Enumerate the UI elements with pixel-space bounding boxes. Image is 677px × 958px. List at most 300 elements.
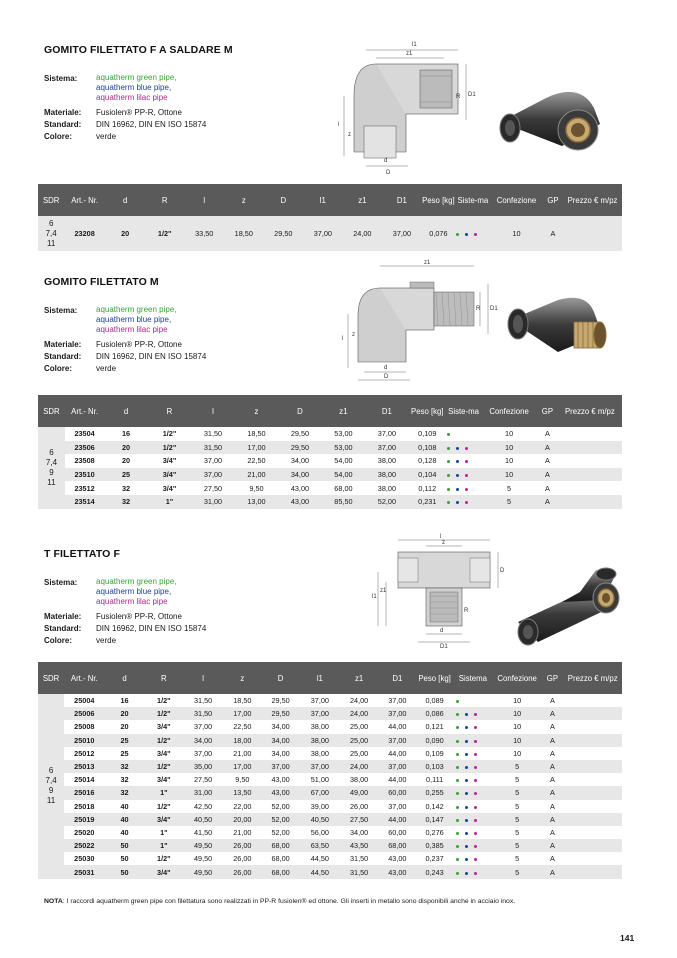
gp-cell: A [549, 775, 555, 785]
D-cell: 34,00 [271, 748, 290, 758]
elbow-fm-photo [490, 68, 608, 158]
d-cell: 32 [120, 775, 129, 785]
z1-cell: 27,50 [340, 813, 378, 826]
r-cell: 1" [160, 827, 168, 837]
art-cell: 23514 [65, 495, 104, 509]
peso-cell: 0,128 [418, 456, 437, 466]
sistema-cell [453, 694, 493, 707]
z-cell: 22,50 [233, 722, 252, 732]
dim-D: D [384, 374, 389, 380]
dim-d: d [384, 158, 388, 164]
z1-cell: 43,50 [340, 839, 378, 852]
l-cell: 34,00 [183, 734, 223, 747]
standard-value: DIN 16962, DIN EN ISO 15874 [96, 624, 207, 633]
system-dots [456, 806, 490, 809]
gp-cell: A [544, 456, 550, 466]
system-dots [456, 832, 490, 835]
D1-cell: 43,00 [388, 854, 407, 864]
blue-dot [465, 832, 468, 835]
d-cell: 50 [104, 865, 144, 878]
d-cell: 20 [105, 216, 146, 251]
z1-cell: 26,00 [349, 801, 369, 811]
dim-l: l [338, 122, 340, 128]
dim-z1: z1 [424, 260, 431, 266]
sistema-cell [453, 773, 493, 786]
sistema-cell [453, 839, 493, 852]
z-cell: 21,00 [235, 468, 278, 482]
lilac-dot [474, 713, 477, 716]
table-row [38, 760, 622, 773]
col-peso: Peso [kg] [421, 184, 455, 216]
lilac-dot [465, 460, 468, 463]
table-header-row [38, 662, 622, 694]
r-cell: 1/2" [157, 696, 171, 706]
l-cell: 49,50 [183, 839, 223, 852]
standard-label: Standard: [44, 624, 82, 633]
dim-D: D [386, 170, 391, 176]
blue-dot [465, 819, 468, 822]
table-row [38, 454, 622, 468]
d-cell: 20 [120, 722, 129, 732]
section1-title: GOMITO FILETTATO F A SALDARE M [44, 44, 233, 56]
footnote [44, 898, 515, 905]
dim-R: R [456, 94, 461, 100]
blue-dot [456, 460, 459, 463]
D1-cell: 44,00 [388, 748, 407, 758]
art-cell: 25020 [74, 827, 95, 837]
sistema-cell [453, 800, 493, 813]
gp-cell: A [549, 748, 555, 758]
z1-cell: 24,00 [340, 707, 378, 720]
l1-cell: 37,00 [310, 696, 329, 706]
l-cell: 33,50 [184, 216, 225, 251]
conf-cell: 10 [513, 696, 522, 706]
blue-dot [465, 713, 468, 716]
materiale-label: Materiale: [44, 612, 82, 621]
dim-D1: D1 [440, 644, 448, 650]
peso-cell: 0,111 [426, 775, 444, 785]
prezzo-cell [563, 852, 622, 865]
gp-cell: A [544, 483, 550, 493]
r-cell: 1/2" [157, 801, 171, 811]
prezzo-cell [563, 865, 622, 878]
standard-label: Standard: [44, 120, 82, 129]
lilac-dot [474, 753, 477, 756]
col-z1: z1 [322, 395, 365, 427]
l1-cell: 56,00 [310, 827, 329, 837]
d-cell: 50 [120, 854, 129, 864]
peso-cell: 0,255 [416, 786, 452, 799]
green-dot [447, 460, 450, 463]
table-row [38, 441, 622, 455]
D1-cell: 37,00 [378, 760, 416, 773]
sistema-list [96, 305, 177, 339]
col-confezione: Confezione [481, 395, 537, 427]
col-D: D [263, 184, 304, 216]
table-row [38, 216, 622, 251]
col-d: d [104, 395, 147, 427]
l-cell: 40,50 [183, 813, 223, 826]
system-dots [456, 872, 490, 875]
col-D1: D1 [365, 395, 408, 427]
z1-cell: 25,00 [349, 748, 369, 758]
z-cell: 20,00 [223, 813, 261, 826]
r-cell: 3/4" [162, 483, 177, 493]
D1-cell: 44,00 [388, 722, 407, 732]
table-row [38, 720, 622, 733]
col-l: l [183, 662, 223, 694]
system-blue: aquatherm blue pipe, [96, 587, 172, 596]
blue-dot [465, 792, 468, 795]
r-cell: 3/4" [145, 865, 183, 878]
dim-z: z [442, 540, 445, 546]
D-cell: 68,00 [261, 839, 299, 852]
green-dot [447, 474, 450, 477]
D1-cell: 37,00 [383, 216, 422, 251]
D-cell: 52,00 [271, 801, 290, 811]
peso-cell: 0,243 [416, 865, 452, 878]
green-dot [456, 832, 459, 835]
z1-cell: 53,00 [322, 441, 365, 455]
system-dots [447, 460, 481, 463]
green-dot [456, 806, 459, 809]
z1-cell: 25,00 [349, 722, 369, 732]
peso-cell: 0,090 [416, 734, 452, 747]
z-cell: 13,50 [223, 786, 261, 799]
z-cell: 22,00 [233, 801, 252, 811]
materiale-label: Materiale: [44, 340, 82, 349]
table-row [38, 495, 622, 509]
peso-cell: 0,142 [425, 801, 444, 811]
col-art: Art.- Nr. [65, 395, 104, 427]
system-dots [456, 819, 490, 822]
D-cell: 34,00 [290, 456, 310, 466]
lilac-dot [465, 433, 468, 436]
green-dot [447, 433, 450, 436]
sistema-cell [453, 826, 493, 839]
system-lilac: aquatherm lilac pipe [96, 597, 168, 606]
l-cell: 37,00 [193, 722, 213, 732]
l-cell: 31,00 [191, 495, 234, 509]
section2-table [38, 395, 622, 509]
col-z1: z1 [342, 184, 383, 216]
r-cell: 1" [148, 495, 191, 509]
peso-cell: 0,121 [425, 722, 444, 732]
col-prezzo: Prezzo € m/pz [558, 395, 622, 427]
system-dots [447, 488, 481, 491]
r-cell: 1/2" [145, 760, 183, 773]
elbow-fm-technical-drawing [336, 36, 478, 176]
table-row [38, 481, 622, 495]
conf-cell: 10 [490, 216, 543, 251]
conf-cell: 10 [505, 429, 514, 439]
l1-cell: 38,00 [310, 722, 329, 732]
l1-cell: 63,50 [300, 839, 340, 852]
prezzo-cell [558, 468, 622, 482]
conf-cell: 10 [481, 468, 537, 482]
conf-cell: 5 [507, 483, 512, 493]
sistema-cell [453, 786, 493, 799]
lilac-dot [474, 233, 477, 236]
z-cell: 17,00 [223, 707, 261, 720]
conf-cell: 5 [493, 839, 541, 852]
l1-cell: 51,00 [310, 775, 329, 785]
d-cell: 50 [104, 839, 144, 852]
peso-cell: 0,109 [418, 429, 437, 439]
table-row [38, 468, 622, 482]
D1-cell: 37,00 [365, 441, 408, 455]
page-number: 141 [620, 933, 635, 943]
blue-dot [465, 233, 468, 236]
col-peso: Peso [kg] [416, 662, 452, 694]
z1-cell: 85,50 [322, 495, 365, 509]
lilac-dot [474, 766, 477, 769]
conf-cell: 10 [513, 748, 522, 758]
dim-z1: z1 [380, 588, 387, 594]
col-d: d [105, 184, 146, 216]
section1-table [38, 184, 622, 251]
D1-cell: 60,00 [388, 827, 407, 837]
blue-dot [465, 766, 468, 769]
d-cell: 25 [120, 748, 129, 758]
D-cell: 68,00 [261, 865, 299, 878]
z-cell: 18,50 [225, 216, 264, 251]
table-row [38, 747, 622, 760]
l1-cell: 39,00 [310, 801, 329, 811]
d-cell: 32 [104, 760, 144, 773]
l1-cell: 37,00 [300, 760, 340, 773]
prezzo-cell [563, 800, 622, 813]
z-cell: 18,50 [233, 696, 252, 706]
col-sistema: Siste-ma [446, 395, 481, 427]
system-dots [456, 845, 490, 848]
colore-label: Colore: [44, 364, 72, 373]
prezzo-cell [563, 216, 622, 251]
standard-value: DIN 16962, DIN EN ISO 15874 [96, 352, 207, 361]
z1-cell: 68,00 [334, 483, 353, 493]
dim-z: z [348, 132, 351, 138]
peso-cell: 0,276 [425, 827, 444, 837]
l-cell: 27,50 [193, 775, 213, 785]
l-cell: 31,50 [183, 707, 223, 720]
r-cell: 1" [145, 786, 183, 799]
d-cell: 32 [104, 495, 147, 509]
l-cell: 41,50 [193, 827, 213, 837]
prezzo-cell [563, 720, 622, 733]
d-cell: 20 [104, 707, 144, 720]
art-cell: 23512 [74, 483, 95, 493]
lilac-dot [465, 474, 468, 477]
art-cell: 25030 [74, 854, 95, 864]
col-sistema: Sistema [453, 662, 493, 694]
conf-cell: 5 [493, 865, 541, 878]
col-r: R [148, 395, 191, 427]
z1-cell: 24,00 [342, 216, 383, 251]
dim-z1: z1 [406, 51, 413, 57]
col-sistema: Siste-ma [456, 184, 490, 216]
d-cell: 40 [120, 801, 129, 811]
conf-cell: 10 [513, 722, 522, 732]
D1-cell: 44,00 [378, 813, 416, 826]
col-peso: Peso [kg] [409, 395, 446, 427]
conf-cell: 5 [515, 801, 520, 811]
elbow-m-photo [498, 290, 618, 356]
z-cell: 17,00 [235, 441, 278, 455]
col-D1: D1 [378, 662, 416, 694]
table-row [38, 734, 622, 747]
table-row [38, 865, 622, 878]
system-lilac: aquatherm lilac pipe [96, 93, 168, 102]
z1-cell: 54,00 [322, 468, 365, 482]
conf-cell: 10 [481, 441, 537, 455]
gp-cell: A [541, 865, 563, 878]
col-l1: l1 [304, 184, 343, 216]
materiale-value: Fusiolen® PP-R, Ottone [96, 612, 182, 621]
colore-value: verde [96, 132, 117, 141]
blue-dot [465, 779, 468, 782]
l-cell: 31,50 [193, 696, 213, 706]
green-dot [456, 845, 459, 848]
col-prezzo: Prezzo € m/pz [563, 184, 622, 216]
system-dots [456, 766, 490, 769]
blue-dot [465, 845, 468, 848]
system-blue: aquatherm blue pipe, [96, 315, 172, 324]
gp-cell: A [549, 854, 555, 864]
l-cell: 49,50 [183, 865, 223, 878]
green-dot [456, 766, 459, 769]
col-gp: GP [537, 395, 558, 427]
col-z: z [235, 395, 278, 427]
conf-cell: 10 [505, 456, 514, 466]
lilac-dot [474, 832, 477, 835]
peso-cell: 0,108 [409, 441, 446, 455]
sistema-cell [446, 454, 481, 468]
lilac-dot [465, 488, 468, 491]
col-r: R [145, 184, 184, 216]
green-dot [456, 819, 459, 822]
conf-cell: 5 [493, 813, 541, 826]
peso-cell: 0,147 [416, 813, 452, 826]
z1-cell: 38,00 [349, 775, 369, 785]
col-sdr: SDR [38, 184, 64, 216]
sistema-cell [453, 760, 493, 773]
materiale-value: Fusiolen® PP-R, Ottone [96, 108, 182, 117]
blue-dot [465, 872, 468, 875]
D-cell: 34,00 [261, 734, 299, 747]
prezzo-cell [563, 747, 622, 760]
l-cell: 31,50 [203, 429, 223, 439]
art-cell: 25014 [74, 775, 95, 785]
table-header-row [38, 184, 622, 216]
z-cell: 9,50 [235, 775, 250, 785]
gp-cell: A [544, 429, 550, 439]
sistema-list [96, 73, 177, 107]
prezzo-cell [563, 760, 622, 773]
D1-cell: 43,00 [378, 865, 416, 878]
z-cell: 18,50 [247, 429, 266, 439]
sistema-cell [453, 852, 493, 865]
system-blue: aquatherm blue pipe, [96, 83, 172, 92]
d-cell: 25 [104, 468, 147, 482]
d-cell: 32 [121, 483, 131, 493]
materiale-label: Materiale: [44, 108, 82, 117]
standard-label: Standard: [44, 352, 82, 361]
r-cell: 1/2" [148, 441, 191, 455]
z1-cell: 25,00 [340, 734, 378, 747]
col-z: z [223, 662, 261, 694]
r-cell: 1/2" [145, 707, 183, 720]
sistema-list [96, 577, 177, 611]
D1-cell: 37,00 [378, 734, 416, 747]
prezzo-cell [558, 427, 622, 441]
section3-properties [44, 577, 206, 647]
D1-cell: 38,00 [377, 456, 397, 466]
l1-cell: 37,00 [300, 707, 340, 720]
blue-dot [465, 753, 468, 756]
system-dots [456, 700, 490, 703]
col-art: Art.- Nr. [64, 184, 105, 216]
green-dot [456, 740, 459, 743]
blue-dot [465, 858, 468, 861]
peso-cell: 0,385 [416, 839, 452, 852]
col-l: l [184, 184, 225, 216]
standard-value: DIN 16962, DIN EN ISO 15874 [96, 120, 207, 129]
lilac-dot [474, 740, 477, 743]
r-cell: 3/4" [145, 813, 183, 826]
materiale-value: Fusiolen® PP-R, Ottone [96, 340, 182, 349]
section3-table [38, 662, 622, 879]
col-D: D [261, 662, 299, 694]
col-d: d [104, 662, 144, 694]
table-row [38, 839, 622, 852]
lilac-dot [474, 700, 477, 703]
gp-cell: A [541, 813, 563, 826]
sistema-label: Sistema: [44, 578, 78, 587]
z1-cell: 54,00 [334, 456, 353, 466]
gp-cell: A [541, 760, 563, 773]
table-row [38, 826, 622, 839]
system-dots [456, 740, 490, 743]
conf-cell: 5 [515, 854, 520, 864]
blue-dot [465, 740, 468, 743]
sistema-cell [453, 865, 493, 878]
l-cell: 49,50 [193, 854, 213, 864]
art-cell: 25022 [64, 839, 104, 852]
system-dots [456, 779, 490, 782]
dim-D: D [500, 568, 505, 574]
green-dot [447, 488, 450, 491]
green-dot [447, 501, 450, 504]
art-cell: 25016 [64, 786, 104, 799]
prezzo-cell [563, 826, 622, 839]
green-dot [456, 726, 459, 729]
art-cell: 25018 [74, 801, 95, 811]
table-row [38, 800, 622, 813]
r-cell: 3/4" [162, 456, 177, 466]
r-cell: 3/4" [148, 468, 191, 482]
prezzo-cell [563, 786, 622, 799]
colore-value: verde [96, 364, 117, 373]
blue-dot [456, 433, 459, 436]
green-dot [456, 700, 459, 703]
conf-cell: 5 [481, 495, 537, 509]
sistema-cell [456, 216, 490, 251]
conf-cell: 5 [515, 775, 520, 785]
dim-l1: l1 [372, 594, 377, 600]
r-cell: 1/2" [162, 429, 177, 439]
table-row [38, 813, 622, 826]
r-cell: 3/4" [157, 775, 171, 785]
